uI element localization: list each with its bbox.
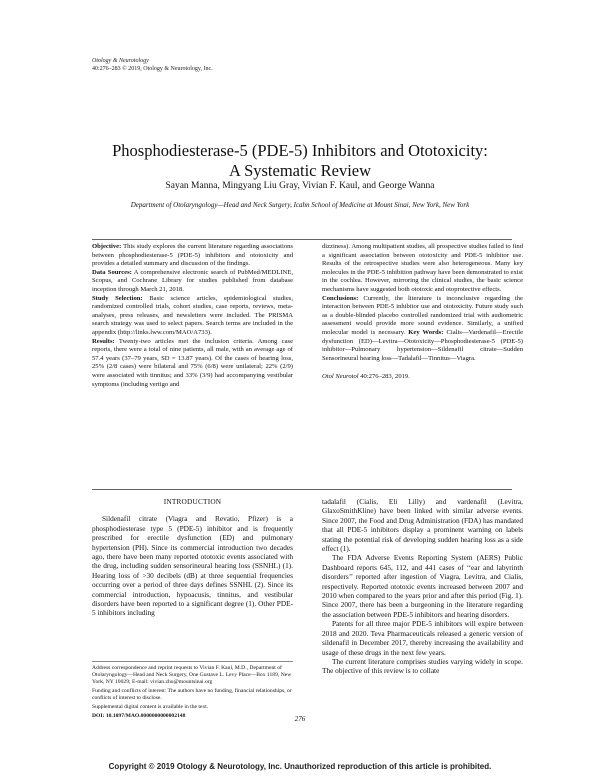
intro-paragraph-1: Sildenafil citrate (Viagra and Revatio, Pfizer) is a phosphodiesterase type 5 (PDE-5) inhibitor and is frequently prescribed for erectile dysfunction (ED) and pulmonary hypertension (PH). Since its commercial introduction two decades ago, there have been many reported ototoxic events associated with the drug, including sudden sensorineural hearing loss (SSNHL) (1). Hearing loss of >30 decibels (dB) at three sequential frequencies occurring over a period of three days defines SSNHL (2). Since its commercial introduction, hypoacusis, tinnitus, and vestibular disorders have been reported to a significant degree (1). Other PDE-5 inhibitors including xyxy=(92,514,293,618)
body-right-column xyxy=(322,497,523,676)
journal-name: Otology & Neurotology xyxy=(92,58,149,64)
affiliation: Department of Otolaryngology—Head and Neck Surgery, Icahn School of Medicine at Mount Sinai, New York, New York xyxy=(130,201,470,209)
body-left-column xyxy=(92,497,293,618)
journal-details: 40:276–283 © 2019, Otology & Neurotology, Inc. xyxy=(92,66,213,72)
correspondence-address: Address correspondence and reprint requests to Vivian F. Kaul, M.D., Department of Otolaryngology—Head and Neck Surgery, One Gustave L. Levy Place—Box 1189, New York, NY 10029; E-mail: vivian.zhu@mountsinai.org xyxy=(92,665,292,685)
correspondence-footnote xyxy=(92,661,293,722)
supplemental-note: Supplemental digital content is available in the text. xyxy=(92,704,209,710)
abstract-study-selection: Study Selection: Basic science articles, epidemiological studies, randomized controlled trials, cohort studies, case reports, reviews, meta-analyses, press releases, and newsletters were included. The PRISMA search strategy was used to select papers. Search terms are included in the appendix (http://links.lww.com/MAO/A733). xyxy=(92,294,293,336)
page-number: 276 xyxy=(294,715,306,723)
abstract-box xyxy=(92,239,523,490)
abstract-citation: Otol Neurotol 40:276–283, 2019. xyxy=(322,373,410,381)
abstract-data-sources: Data Sources: A comprehensive electronic search of PubMed/MEDLINE, Scopus, and Cochrane Library for studies published from database inception through March 21, 2018. xyxy=(92,268,293,293)
data-sources-label: Data Sources: xyxy=(92,268,132,276)
citation-journal: Otol Neurotol xyxy=(322,373,359,381)
copyright-notice: Copyright © 2019 Otology & Neurotology, Inc. Unauthorized reproduction of this article is prohibited. xyxy=(108,762,492,771)
title-line-1: Phosphodiesterase-5 (PDE-5) Inhibitors and Ototoxicity: xyxy=(112,141,488,161)
journal-header xyxy=(92,57,213,73)
intro-paragraph-4: The current literature comprises studies varying widely in scope. The objective of this review is to collate xyxy=(322,656,523,676)
intro-paragraph-3: Patents for all three major PDE-5 inhibitors will expire between 2018 and 2020. Teva Pharmaceuticals released a generic version of sildenafil in December 2017, thereby increasing the availability and usage of these drugs in the next few years. xyxy=(322,619,523,657)
article-title xyxy=(60,141,540,181)
author-list: Sayan Manna, Mingyang Liu Gray, Vivian F. Kaul, and George Wanna xyxy=(165,181,435,191)
intro-paragraph-1-continued: tadalafil (Cialis, Eli Lilly) and vardenafil (Levitra, GlaxoSmithKline) have been linked with similar adverse events. Since 2007, the Food and Drug Administration (FDA) has mandated that all PDE-5 inhibitors display a prominent warning on labels stating the potential risk of developing sudden hearing loss as a side effect (1). xyxy=(322,497,523,554)
title-line-2: A Systematic Review xyxy=(228,161,372,181)
abstract-objective: Objective: This study explores the current literature regarding associations between phosphodiesterase-5 (PDE-5) inhibitors and ototoxicity and provides a detailed summary and discussion of the findings. xyxy=(92,243,293,268)
objective-label: Objective: xyxy=(92,243,122,250)
abstract-results: Results: Twenty-two articles met the inclusion criteria. Among case reports, there were a total of nine patients, all male, with an average age of 57.4 years (37–79 years, SD = 13.87 years). Of the cases of hearing loss, 25% (2/8 cases) were bilateral and 75% (6/8) were unilateral; 22% (2/9) were associated with tinnitus; and 33% (3/9) had accompanying vestibular symptoms (including vertigo and xyxy=(92,337,293,388)
abstract-conclusions: Conclusions: Currently, the literature is inconclusive regarding the interaction between PDE-5 inhibitor use and ototoxicity. Future study such as a double-blinded placebo controlled randomized trial with audiometric assessment would provide more sound evidence. Similarly, a unified molecular model is necessary. Key Words: Cialis—Vardenafil—Erectile dysfunction (ED)—Levitra—Ototoxicity—Phosphodiesterase-5 (PDE-5) inhibitor—Pulmonary hypertension—Sildenafil citrate—Sudden Sensorineural hearing loss—Tadalafil—Tinnitus—Viagra. xyxy=(322,294,523,362)
conclusions-label: Conclusions: xyxy=(322,294,359,302)
abstract-right-column xyxy=(322,243,523,382)
intro-paragraph-2: The FDA Adverse Events Reporting System (AERS) Public Dashboard reports 645, 112, and 441 cases of ‘‘ear and labyrinth disorders’’ reported after ingestion of Viagra, Levitra, and Cialis, respectively. Reported ototoxic events increased between 2007 and 2010 when compared to the years prior and after this period (Fig. 1). Since 2007, there has been a burgeoning in the literature regarding the association between PDE-5 inhibitors and hearing disorders. xyxy=(322,553,523,619)
abstract-left-column xyxy=(92,243,293,389)
section-heading-introduction: INTRODUCTION xyxy=(163,497,222,506)
keywords-label: Key Words: xyxy=(408,328,444,336)
funding-statement: Funding and conflicts of interest: The authors have no funding, financial relationships, or conflicts of interest to disclose. xyxy=(92,688,292,701)
doi: DOI: 10.1097/MAO.0000000000002148 xyxy=(92,713,186,719)
study-selection-label: Study Selection: xyxy=(92,294,143,302)
results-label: Results: xyxy=(92,337,115,345)
abstract-results-continued: dizziness). Among multipatient studies, all prospective studies failed to find a significant association between ototoxicity and PDE-5 inhibitor use. Results of the retrospective studies were also heterogeneous. Many key molecules in the PDE-5 inhibition pathway have been demonstrated to exist in the cochlea. However, mirroring the clinical studies, the basic science mechanisms have suggested both ototoxic and otoprotective effects. xyxy=(322,243,523,293)
